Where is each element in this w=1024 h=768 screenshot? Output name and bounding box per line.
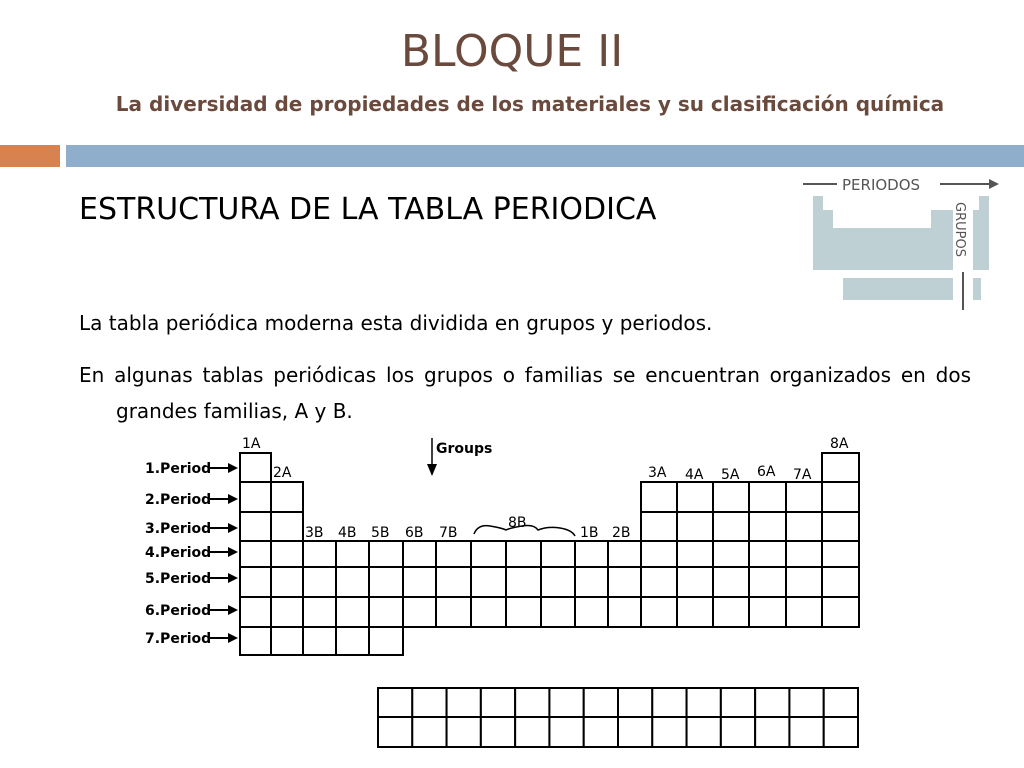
f-block-cell <box>755 717 789 747</box>
table-cell <box>506 567 541 597</box>
f-block-cell <box>584 717 618 747</box>
group-label-7b: 7B <box>439 525 458 541</box>
f-block-cell <box>378 717 412 747</box>
f-block-cell <box>721 717 755 747</box>
f-block-cell <box>549 688 583 717</box>
table-cell <box>608 541 641 567</box>
table-cell <box>336 567 369 597</box>
table-cell <box>403 597 436 627</box>
period-label-4: 4.Period <box>145 545 212 561</box>
group-label-2b: 2B <box>612 525 631 541</box>
table-cell <box>271 597 303 627</box>
table-cell <box>303 541 336 567</box>
table-cell <box>641 567 677 597</box>
table-cell <box>641 541 677 567</box>
table-cell <box>471 567 506 597</box>
f-block-cell <box>618 717 652 747</box>
table-cell <box>677 567 713 597</box>
table-cell <box>786 482 822 512</box>
f-block-cell <box>447 717 481 747</box>
table-cell <box>436 541 471 567</box>
f-block-cell <box>412 688 446 717</box>
period-labels <box>145 461 238 647</box>
table-cell <box>749 512 786 541</box>
table-cell <box>336 597 369 627</box>
period-arrow-head <box>228 547 238 557</box>
f-block-cell <box>378 688 412 717</box>
table-cell <box>713 567 749 597</box>
table-cell <box>822 512 859 541</box>
table-cell <box>713 482 749 512</box>
table-cell <box>436 597 471 627</box>
table-cell <box>506 541 541 567</box>
groups-label: GRUPOS <box>952 202 967 257</box>
group-label-5a: 5A <box>721 467 740 483</box>
period-arrow-head <box>228 463 238 473</box>
period-label-1: 1.Period <box>145 461 212 477</box>
f-block-cell <box>721 688 755 717</box>
table-cell <box>303 567 336 597</box>
period-arrow-head <box>228 523 238 533</box>
f-block-cell <box>687 688 721 717</box>
f-block-cell <box>755 688 789 717</box>
period-label-6: 6.Period <box>145 603 212 619</box>
table-cell <box>471 597 506 627</box>
f-block-cell <box>515 717 549 747</box>
slide-subtitle: La diversidad de propiedades de los materiales y su clasificación química <box>115 92 945 116</box>
table-cell <box>336 541 369 567</box>
period-arrow-head <box>228 633 238 643</box>
period-arrow-head <box>228 605 238 615</box>
table-cell <box>336 627 369 655</box>
table-cell <box>271 567 303 597</box>
f-block-cell <box>824 717 858 747</box>
table-cell <box>541 597 575 627</box>
table-cell <box>369 567 403 597</box>
table-cell <box>541 567 575 597</box>
f-block-cell <box>515 688 549 717</box>
table-cell <box>369 627 403 655</box>
table-cell <box>369 541 403 567</box>
period-label-3: 3.Period <box>145 521 212 537</box>
table-cell <box>749 567 786 597</box>
table-cell <box>822 453 859 482</box>
f-block-cell <box>412 717 446 747</box>
table-cell <box>403 541 436 567</box>
table-cell <box>471 541 506 567</box>
groups-indicator <box>427 438 492 476</box>
group-label-8a: 8A <box>830 436 849 452</box>
f-block-cell <box>584 688 618 717</box>
group-label-7a: 7A <box>793 467 812 483</box>
group-label-1b: 1B <box>580 525 599 541</box>
f-block-cell <box>652 688 686 717</box>
table-cell <box>713 512 749 541</box>
f-block-cell <box>549 717 583 747</box>
table-cell <box>641 512 677 541</box>
paragraph-families: En algunas tablas periódicas los grupos o familias se encuentran organizados en dos grandes familias, A y B. <box>79 363 971 423</box>
table-cell <box>240 567 271 597</box>
table-cell <box>240 597 271 627</box>
table-cell <box>575 597 608 627</box>
periods-label: PERIODOS <box>842 176 921 194</box>
group-label-2a: 2A <box>273 465 292 481</box>
groups-arrow-head <box>427 464 437 476</box>
table-cell <box>749 597 786 627</box>
table-cell <box>303 597 336 627</box>
group-label-6b: 6B <box>405 525 424 541</box>
table-cell <box>786 541 822 567</box>
period-label-7: 7.Period <box>145 631 212 647</box>
table-cell <box>575 541 608 567</box>
f-block-cell <box>789 717 823 747</box>
table-cell <box>608 597 641 627</box>
group-label-4a: 4A <box>685 467 704 483</box>
table-cell <box>677 597 713 627</box>
table-cell <box>240 627 271 655</box>
table-cell <box>822 541 859 567</box>
group-label-1a: 1A <box>242 436 261 452</box>
table-cell <box>822 597 859 627</box>
table-cell <box>271 482 303 512</box>
table-cell <box>575 567 608 597</box>
table-cell <box>822 567 859 597</box>
period-arrow-head <box>228 573 238 583</box>
group-label-8b: 8B <box>508 515 527 531</box>
f-block-cell <box>687 717 721 747</box>
table-cell <box>541 541 575 567</box>
period-label-2: 2.Period <box>145 492 212 508</box>
table-cell <box>786 512 822 541</box>
table-cell <box>677 482 713 512</box>
table-cell <box>786 597 822 627</box>
f-block-cell <box>824 688 858 717</box>
table-cell <box>436 567 471 597</box>
period-label-5: 5.Period <box>145 571 212 587</box>
period-arrow-head <box>228 494 238 504</box>
f-block-cell <box>652 717 686 747</box>
table-cell <box>240 482 271 512</box>
table-cell <box>677 541 713 567</box>
group-label-5b: 5B <box>371 525 390 541</box>
table-cell <box>271 512 303 541</box>
table-cell <box>369 597 403 627</box>
table-cell <box>240 453 271 482</box>
group-label-6a: 6A <box>757 464 776 480</box>
periodic-table-grid <box>240 453 859 747</box>
table-cell <box>303 627 336 655</box>
table-cell <box>677 512 713 541</box>
f-block-cell <box>618 688 652 717</box>
table-cell <box>271 541 303 567</box>
table-cell <box>786 567 822 597</box>
table-cell <box>822 482 859 512</box>
f-block-cell <box>481 688 515 717</box>
table-cell <box>240 541 271 567</box>
table-cell <box>713 541 749 567</box>
section-heading: ESTRUCTURA DE LA TABLA PERIODICA <box>79 192 657 227</box>
table-cell <box>240 512 271 541</box>
table-cell <box>749 541 786 567</box>
group-label-4b: 4B <box>338 525 357 541</box>
table-cell <box>403 567 436 597</box>
f-block-cell <box>481 717 515 747</box>
table-cell <box>506 597 541 627</box>
paragraph-groups-periods: La tabla periódica moderna esta dividida en grupos y periodos. <box>79 311 713 335</box>
f-block-cell <box>789 688 823 717</box>
slide-title: BLOQUE II <box>400 26 624 77</box>
group-label-3a: 3A <box>648 465 667 481</box>
table-cell <box>713 597 749 627</box>
table-cell <box>608 567 641 597</box>
groups-arrow-label: Groups <box>436 441 493 457</box>
table-cell <box>641 482 677 512</box>
group-label-3b: 3B <box>305 525 324 541</box>
table-cell <box>271 627 303 655</box>
table-cell <box>749 482 786 512</box>
table-cell <box>641 597 677 627</box>
f-block-cell <box>447 688 481 717</box>
